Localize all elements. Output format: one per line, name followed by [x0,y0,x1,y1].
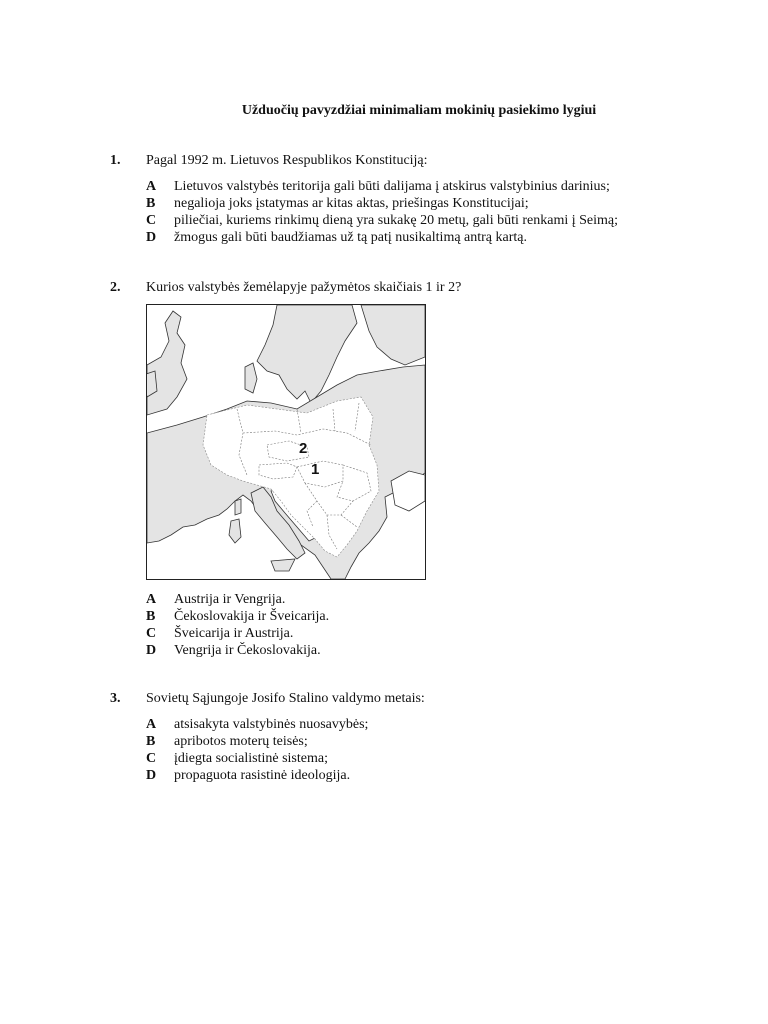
question-text: Sovietų Sąjungoje Josifo Stalino valdymo metais: [146,691,425,706]
option-text: įdiegta socialistinė sistema; [174,751,328,766]
europe-map [146,304,426,580]
map-britain [147,311,187,415]
map-label-1: 1 [311,461,320,478]
option-text: negalioja joks įstatymas ar kitas aktas, priešingas Konstitucijai; [174,196,529,211]
map-sicily [271,559,295,571]
option-letter: D [146,230,157,245]
option-letter: A [146,717,157,732]
option-text: apribotos moterų teisės; [174,734,308,749]
map-finland [361,305,425,365]
map-sardinia [229,519,241,543]
option-text: propaguota rasistinė ideologija. [174,768,351,783]
question-text: Pagal 1992 m. Lietuvos Respublikos Konstituciją: [146,153,428,168]
option-text: Austrija ir Vengrija. [174,592,286,607]
question-text: Kurios valstybės žemėlapyje pažymėtos skaičiais 1 ir 2? [146,280,462,295]
option-text: Čekoslovakija ir Šveicarija. [174,609,330,624]
map-denmark [245,363,257,393]
option-text: žmogus gali būti baudžiamas už tą patį nusikaltimą antrą kartą. [174,230,528,245]
map-label-2: 2 [299,440,308,457]
option-text: Šveicarija ir Austrija. [174,626,294,641]
question-number: 2. [110,280,121,295]
option-letter: B [146,196,156,211]
option-text: Lietuvos valstybės teritorija gali būti dalijama į atskirus valstybinius darinius; [174,179,610,194]
map-corsica [235,499,241,515]
option-text: Vengrija ir Čekoslovakija. [174,643,321,658]
page-title: Užduočių pavyzdžiai minimaliam mokinių pasiekimo lygiui [241,103,597,118]
question-number: 3. [110,691,121,706]
option-letter: B [146,734,156,749]
option-text: atsisakyta valstybinės nuosavybės; [174,717,369,732]
option-letter: C [146,626,157,641]
option-letter: C [146,213,157,228]
question-number: 1. [110,153,121,168]
option-letter: A [146,592,157,607]
option-letter: C [146,751,157,766]
option-letter: D [146,643,157,658]
map-svg [147,305,425,579]
option-text: piliečiai, kuriems rinkimų dieną yra sukakę 20 metų, gali būti renkami į Seimą; [174,213,619,228]
option-letter: D [146,768,157,783]
option-letter: A [146,179,157,194]
option-letter: B [146,609,156,624]
